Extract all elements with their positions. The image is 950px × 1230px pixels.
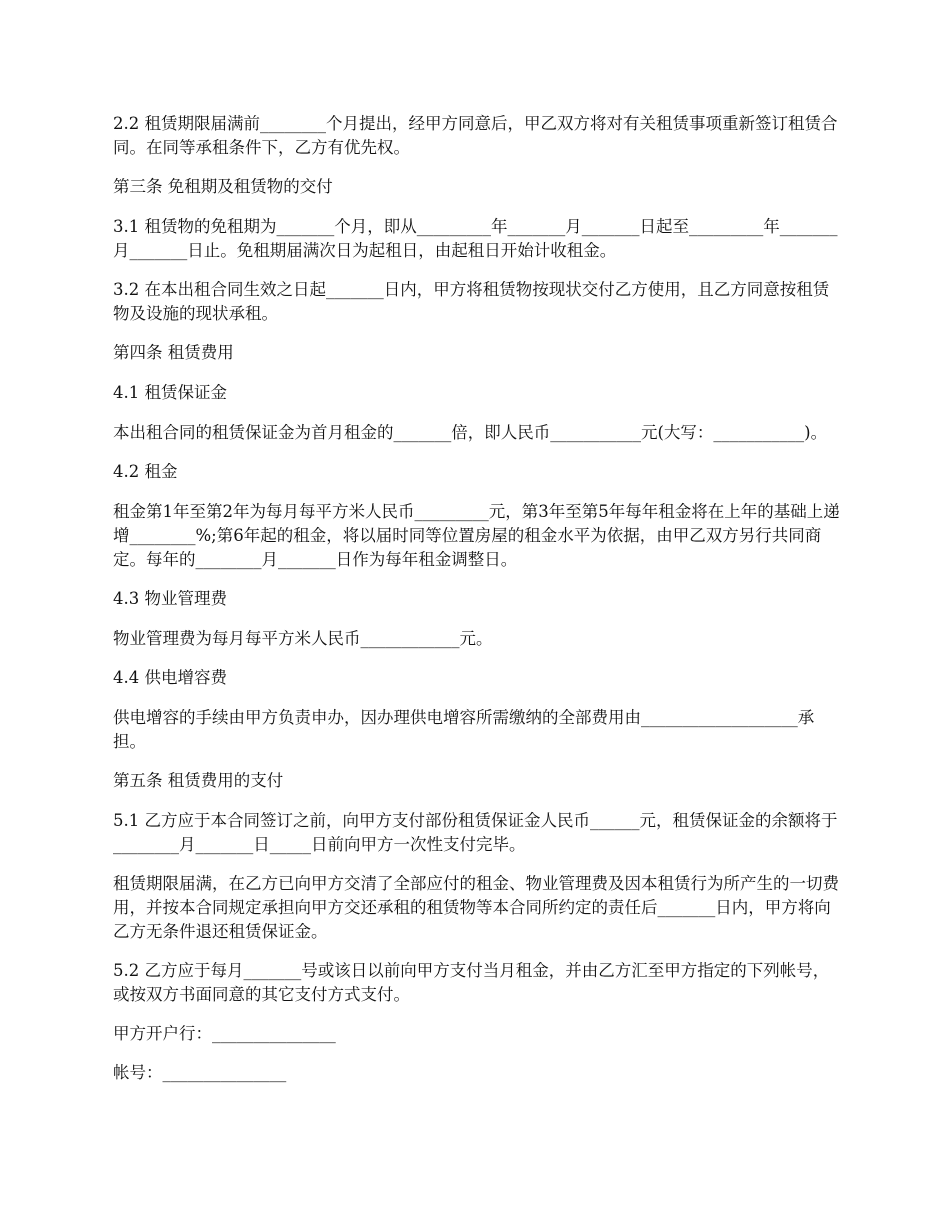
deposit-refund-paragraph: 租赁期限届满，在乙方已向甲方交清了全部应付的租金、物业管理费及因本租赁行为所产生的一切费用，并按本合同规定承担向甲方交还承租的租赁物等本合同所约定的责任后_______日内，甲方将向乙方无条件退还租赁保证金。 xyxy=(113,874,839,941)
clause-2-2: 2.2 租赁期限届满前________个月提出，经甲方同意后，甲乙双方将对有关租赁事项重新签订租赁合同。在同等承租条件下，乙方有优先权。 xyxy=(113,114,838,157)
account-number-line: 帐号：_______________ xyxy=(113,1063,287,1082)
clause-4-4-heading: 4.4 供电增容费 xyxy=(113,668,227,687)
clause-4-2-heading: 4.2 租金 xyxy=(113,462,178,481)
management-fee-paragraph: 物业管理费为每月每平方米人民币____________元。 xyxy=(113,629,493,648)
article-4-heading: 第四条 租赁费用 xyxy=(113,343,234,362)
bank-name-line: 甲方开户行：_______________ xyxy=(113,1024,336,1043)
clause-4-3-heading: 4.3 物业管理费 xyxy=(113,589,227,608)
deposit-paragraph: 本出租合同的租赁保证金为首月租金的_______倍，即人民币___________元(大写：___________)。 xyxy=(113,423,828,442)
clause-3-2: 3.2 在本出租合同生效之日起_______日内，甲方将租赁物按现状交付乙方使用，且乙方同意按租赁物及设施的现状承租。 xyxy=(113,280,830,323)
clause-3-1: 3.1 租赁物的免租期为_______个月，即从_________年_______月_______日起至_________年_______月_______日止。免租期届满次日为起租日，由起租日开始计收租金。 xyxy=(113,217,838,260)
power-capacity-paragraph: 供电增容的手续由甲方负责申办，因办理供电增容所需缴纳的全部费用由___________________承担。 xyxy=(113,708,815,751)
article-5-heading: 第五条 租赁费用的支付 xyxy=(113,771,284,790)
article-3-heading: 第三条 免租期及租赁物的交付 xyxy=(113,177,333,196)
clause-5-1: 5.1 乙方应于本合同签订之前，向甲方支付部份租赁保证金人民币______元，租赁保证金的余额将于________月_______日_____日前向甲方一次性支付完毕。 xyxy=(113,811,838,854)
rent-paragraph: 租金第1年至第2年为每月每平方米人民币_________元，第3年至第5年每年租金将在上年的基础上递增________%;第6年起的租金，将以届时同等位置房屋的租金水平为依据，由甲乙双方另行共同商定。每年的________月_______日作为每年租金调整日。 xyxy=(113,502,840,569)
clause-4-1-heading: 4.1 租赁保证金 xyxy=(113,383,227,402)
clause-5-2: 5.2 乙方应于每月_______号或该日以前向甲方支付当月租金，并由乙方汇至甲方指定的下列帐号，或按双方书面同意的其它支付方式支付。 xyxy=(113,961,830,1004)
